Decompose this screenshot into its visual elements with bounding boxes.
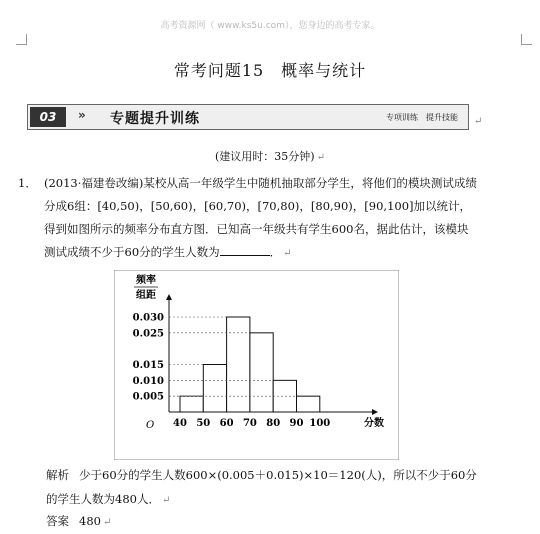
y-axis-label: 组距: [136, 290, 156, 301]
y-tick-label: 0.015: [132, 360, 164, 371]
y-tick-label: 0.005: [132, 391, 164, 403]
analysis-text: 少于60分的学生人数600×(0.005＋0.015)×10＝120(人)，所以不少于60分的学生人数为480人．: [46, 468, 477, 506]
answer: [46, 513, 111, 529]
x-tick-label: 40: [173, 418, 187, 429]
section-number-badge: 03: [30, 107, 66, 127]
frequency-histogram: [114, 270, 399, 460]
paragraph-mark-icon: ↵: [102, 517, 112, 528]
x-tick-label: 70: [242, 418, 257, 429]
page-title: 常考问题15 概率与统计: [173, 61, 367, 80]
origin-label: O: [146, 420, 155, 431]
answer-label: 答案: [46, 514, 69, 528]
question-text-end: ．: [269, 245, 282, 259]
x-tick-label: 90: [289, 418, 304, 429]
chevron-right-icon: »: [78, 108, 86, 122]
x-tick-label: 60: [219, 418, 234, 429]
header-note: 高考资源网（ www.ks5u.com），您身边的高考专家。: [160, 21, 380, 31]
histogram-bar: [227, 317, 250, 412]
answer-blank: [220, 243, 270, 256]
paragraph-mark-icon: ↵: [316, 152, 325, 163]
paragraph-mark-icon: ↵: [161, 495, 171, 506]
y-tick-label: 0.010: [132, 375, 164, 387]
question-1: [18, 172, 478, 265]
time-note: [0, 148, 540, 164]
histogram-bar: [250, 333, 273, 412]
y-axis-label: 频率: [136, 275, 156, 286]
question-number: 1．: [18, 176, 37, 190]
analysis: [46, 463, 486, 513]
y-tick-label: 0.030: [132, 312, 164, 324]
corner-crop-mark: [521, 34, 532, 45]
analysis-label: 解析: [46, 468, 69, 482]
x-tick-label: 80: [266, 418, 281, 429]
paragraph-mark-icon: ↵: [283, 248, 292, 259]
section-title: 专题提升训练: [110, 111, 200, 127]
section-banner: [27, 104, 469, 130]
x-tick-label: 100: [309, 418, 331, 429]
x-axis-label: 分数: [364, 418, 384, 429]
section-subtitle: 专项训练 提升技能: [386, 113, 458, 122]
paragraph-mark-icon: ↵: [474, 116, 483, 127]
question-text-main: (2013·福建卷改编)某校从高一年级学生中随机抽取部分学生，将他们的模块测试成绩分成6组：[40,50)，[50,60)，[60,70)，[70,80)，[80,90)，[90,100]加以统计，得到如图所示的频率分布直方图．已知高一年级共有学生600名，据此估计，该模块测试成绩不少于60分的学生人数为: [44, 176, 477, 259]
histogram-bar: [297, 396, 320, 412]
corner-crop-mark: [16, 34, 27, 45]
histogram-bar: [180, 396, 203, 412]
x-tick-label: 50: [196, 418, 211, 429]
y-tick-label: 0.025: [132, 328, 164, 340]
time-note-text: (建议用时：35分钟): [215, 150, 315, 163]
question-text: [44, 172, 478, 265]
histogram-bar: [203, 365, 226, 413]
answer-value: 480: [79, 514, 101, 528]
